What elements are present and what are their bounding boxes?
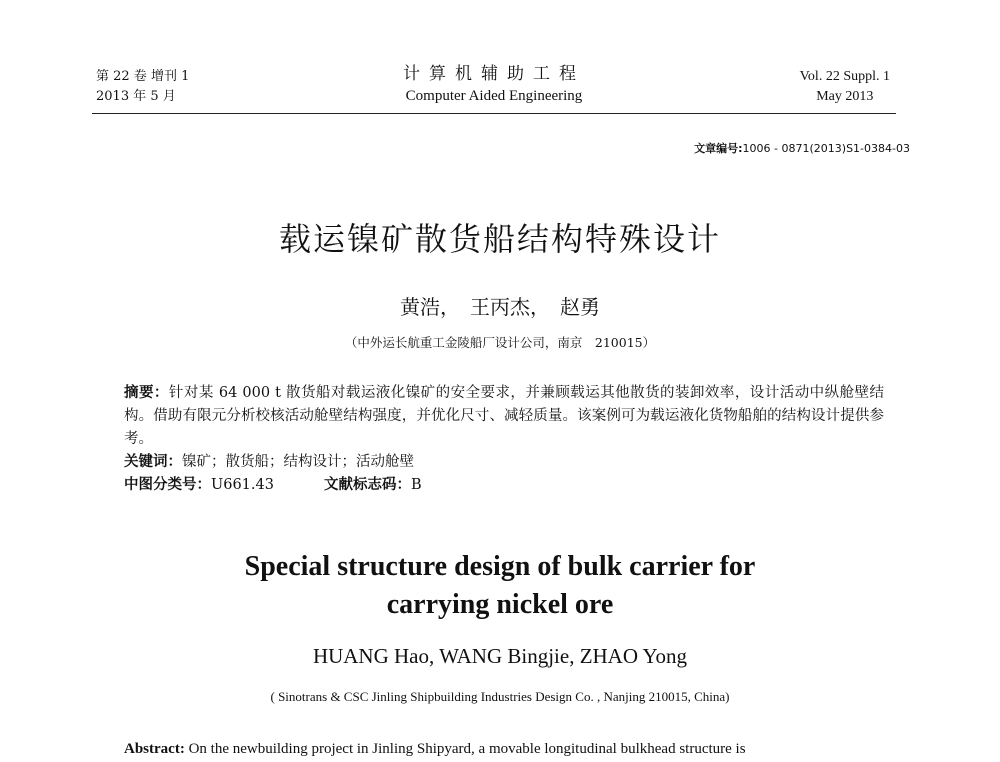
article-number [694, 140, 910, 156]
doc-code-label: 文献标志码： [323, 477, 411, 493]
keywords-cn-label: 关键词： [124, 454, 182, 470]
doc-code-value: B [410, 477, 422, 493]
paper-title-en-line2: carrying nickel ore [386, 589, 614, 620]
abstract-en-text: On the newbuilding project in Jinling Shipyard, a movable longitudinal bulkhead structure is [188, 741, 746, 757]
abstract-en [124, 741, 884, 758]
paper-title-cn: 载运镍矿散货船结构特殊设计 [278, 220, 721, 258]
header-date-en: May 2013 [816, 89, 874, 104]
article-number-label: 文章编号: [694, 142, 743, 155]
article-number-value: 1006 - 0871(2013)S1-0384-03 [742, 142, 910, 155]
keywords-cn-text: 镍矿；散货船；结构设计；活动舱壁 [182, 454, 414, 470]
authors-cn: 黄浩， 王丙杰， 赵勇 [400, 295, 600, 319]
journal-name-en: Computer Aided Engineering [405, 88, 583, 104]
classification-line [124, 474, 884, 497]
clc-label: 中图分类号： [124, 477, 211, 493]
abstract-cn [124, 382, 884, 451]
journal-name-cn: 计算机辅助工程 [403, 64, 585, 84]
keywords-cn [124, 451, 884, 474]
affiliation-cn: （中外运长航重工金陵船厂设计公司，南京 210015） [344, 335, 656, 350]
paper-title-en-line1: Special structure design of bulk carrier for [244, 551, 756, 582]
running-header [92, 63, 896, 114]
header-volume-en: Vol. 22 Suppl. 1 [799, 69, 890, 84]
authors-en: HUANG Hao, WANG Bingjie, ZHAO Yong [312, 644, 688, 668]
paper-title-en [0, 548, 1000, 624]
clc-value: U661.43 [211, 477, 274, 493]
abstract-cn-label: 摘要： [124, 385, 169, 401]
journal-name [92, 63, 896, 107]
header-volume-info-en [800, 67, 890, 107]
header-date-cn: 2013 年 5 月 [96, 89, 176, 104]
affiliation-en: ( Sinotrans & CSC Jinling Shipbuilding Industries Design Co. , Nanjing 210015, China) [270, 689, 730, 704]
header-volume-cn: 第 22 卷 增刊 1 [96, 69, 190, 84]
abstract-cn-text: 针对某 64 000 t 散货船对载运液化镍矿的安全要求，并兼顾载运其他散货的装卸效率，设计活动中纵舱壁结构。借助有限元分析校核活动舱壁结构强度，并优化尺寸、减轻质量。该案例可为载运液化货物船舶的结构设计提供参考。 [124, 385, 885, 447]
abstract-en-label: Abstract: [124, 741, 185, 757]
